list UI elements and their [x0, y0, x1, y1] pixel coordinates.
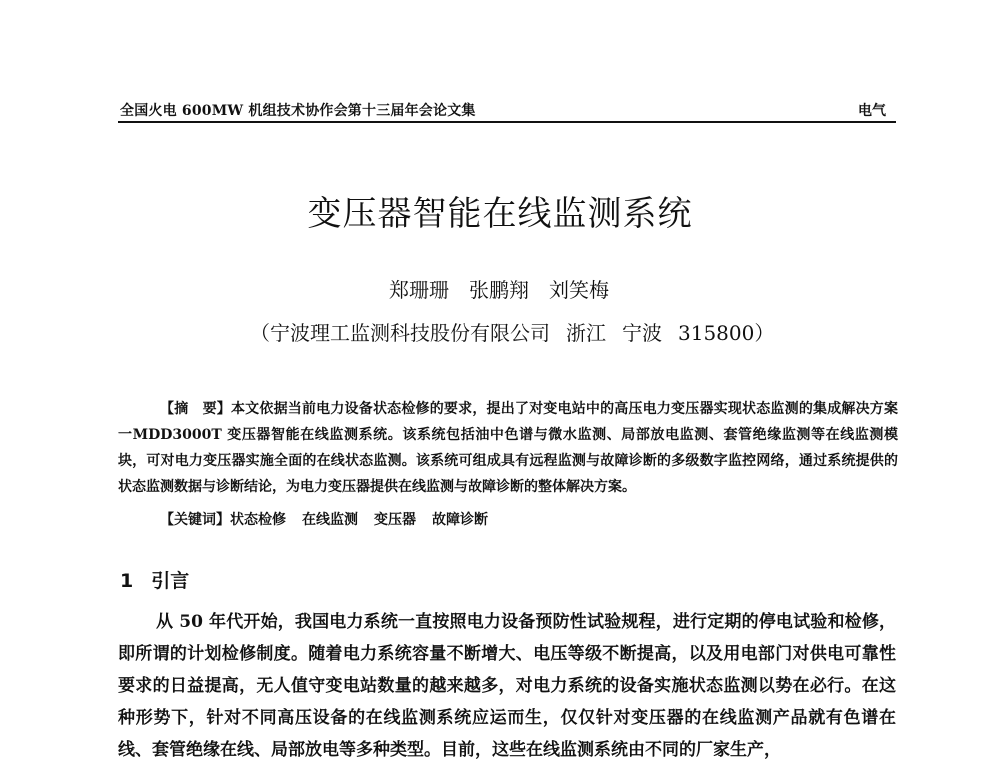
- abstract-text: 本文依据当前电力设备状态检修的要求，提出了对变电站中的高压电力变压器实现状态监测的集成解决方案一MDD3000T 变压器智能在线监测系统。该系统包括油中色谱与微水监测、局部放电监测、套管绝缘监测等在线监测模块，可对电力变压器实施全面的在线状态监测。该系统可组成具有远程监测与故障诊断的多级数字监控网络，通过系统提供的状态监测数据与诊断结论，为电力变压器提供在线监测与故障诊断的整体解决方案。: [118, 401, 899, 495]
- affiliation: [250, 317, 774, 346]
- keyword: 变压器: [374, 512, 416, 528]
- keyword: 故障诊断: [432, 512, 488, 528]
- section-heading: [120, 566, 189, 593]
- affiliation-city: 宁波: [622, 321, 662, 345]
- abstract-label: 【摘 要】: [160, 401, 231, 417]
- section-title: 引言: [151, 570, 190, 592]
- keywords: [160, 509, 504, 529]
- keywords-label: 【关键词】: [160, 512, 230, 528]
- author-list: [389, 274, 629, 303]
- affiliation-postcode: 315800: [678, 321, 755, 345]
- header-rule: [118, 121, 896, 123]
- section-body-paragraph: 从 50 年代开始，我国电力系统一直按照电力设备预防性试验规程，进行定期的停电试验和检修，即所谓的计划检修制度。随着电力系统容量不断增大、电压等级不断提高，以及用电部门对供电可靠性要求的日益提高，无人值守变电站数量的越来越多，对电力系统的设备实施状态监测以势在必行。在这种形势下，针对不同高压设备的在线监测系统应运而生，仅仅针对变压器的在线监测产品就有色谱在线、套管绝缘在线、局部放电等多种类型。目前，这些在线监测系统由不同的厂家生产，: [118, 612, 896, 760]
- paper-title: 变压器智能在线监测系统: [307, 194, 693, 234]
- affiliation-close-paren: ）: [754, 321, 775, 345]
- running-header-section: 电气: [858, 103, 886, 119]
- author: 郑珊珊: [389, 278, 449, 302]
- author: 张鹏翔: [469, 278, 529, 302]
- abstract: [118, 396, 898, 500]
- keyword: 状态检修: [230, 512, 286, 528]
- running-header-title: 全国火电 600MW 机组技术协作会第十三届年会论文集: [120, 103, 476, 119]
- affiliation-org: 宁波理工监测科技股份有限公司: [270, 321, 550, 345]
- author: 刘笑梅: [549, 278, 609, 302]
- affiliation-province: 浙江: [566, 321, 606, 345]
- section-number: 1: [120, 570, 134, 592]
- keyword: 在线监测: [302, 512, 358, 528]
- affiliation-open-paren: （: [250, 321, 270, 345]
